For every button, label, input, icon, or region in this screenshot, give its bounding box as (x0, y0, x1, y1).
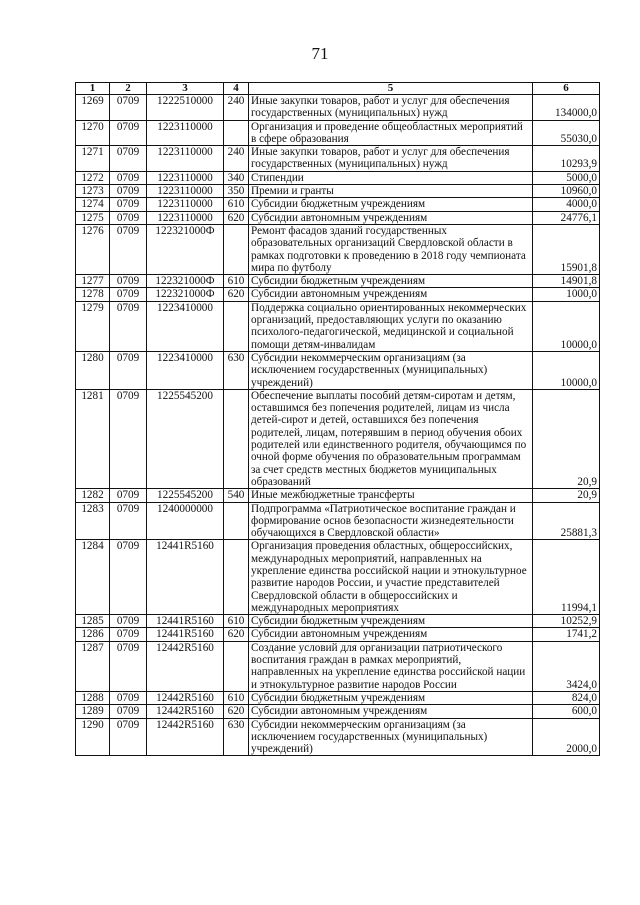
table-row (76, 275, 600, 288)
row-number: 1284 (76, 540, 110, 615)
amount: 10000,0 (533, 301, 600, 351)
expense-type: 350 (224, 185, 249, 198)
item-name: Премии и гранты (249, 185, 533, 198)
target-code: 1225545200 (147, 489, 224, 502)
row-number: 1274 (76, 198, 110, 211)
section-code: 0709 (110, 95, 147, 121)
table-row (76, 615, 600, 628)
expense-type: 540 (224, 489, 249, 502)
expense-type: 630 (224, 718, 249, 756)
table-row (76, 502, 600, 540)
section-code: 0709 (110, 641, 147, 691)
table-row (76, 628, 600, 641)
item-name: Субсидии автономным учреждениям (249, 628, 533, 641)
expense-type: 610 (224, 275, 249, 288)
expense-type: 620 (224, 628, 249, 641)
expense-type: 620 (224, 211, 249, 224)
expense-type: 610 (224, 198, 249, 211)
item-name: Субсидии бюджетным учреждениям (249, 198, 533, 211)
item-name: Субсидии автономным учреждениям (249, 705, 533, 718)
table-row (76, 389, 600, 488)
table-body (76, 95, 600, 756)
section-code: 0709 (110, 691, 147, 704)
target-code: 122321000Ф (147, 288, 224, 301)
section-code: 0709 (110, 389, 147, 488)
table-row (76, 641, 600, 691)
amount: 1741,2 (533, 628, 600, 641)
section-code: 0709 (110, 615, 147, 628)
table-row (76, 288, 600, 301)
table-row (76, 705, 600, 718)
section-code: 0709 (110, 351, 147, 389)
col-header-5: 5 (249, 83, 533, 95)
amount: 25881,3 (533, 502, 600, 540)
col-header-2: 2 (110, 83, 147, 95)
section-code: 0709 (110, 628, 147, 641)
target-code: 12442R5160 (147, 641, 224, 691)
expense-type (224, 301, 249, 351)
section-code: 0709 (110, 502, 147, 540)
item-name: Субсидии бюджетным учреждениям (249, 275, 533, 288)
item-name: Субсидии автономным учреждениям (249, 211, 533, 224)
expense-type: 620 (224, 705, 249, 718)
target-code: 12441R5160 (147, 540, 224, 615)
target-code: 1223410000 (147, 351, 224, 389)
expense-type: 610 (224, 691, 249, 704)
target-code: 1223110000 (147, 146, 224, 172)
target-code: 12442R5160 (147, 691, 224, 704)
item-name: Поддержка социально ориентированных некоммерческих организаций, предоставляющих услуги по оказанию психолого-педагогической, медицинской и социальной помощи детям-инвалидам (249, 301, 533, 351)
amount: 4000,0 (533, 198, 600, 211)
expense-type: 630 (224, 351, 249, 389)
target-code: 122321000Ф (147, 224, 224, 274)
item-name: Иные закупки товаров, работ и услуг для обеспечения государственных (муниципальных) нужд (249, 146, 533, 172)
item-name: Обеспечение выплаты пособий детям-сиротам и детям, оставшимся без попечения родителей, лицам из числа детей-сирот и детей, оставшихся без попечения родителей, лицам, потерявшим в период обучения обоих родителей или единственного родителя, обучающимся по очной форме обучения по образовательным программам за счет средств местных бюджетов муниципальных образований (249, 389, 533, 488)
expense-type: 620 (224, 288, 249, 301)
row-number: 1290 (76, 718, 110, 756)
target-code: 1225545200 (147, 389, 224, 488)
section-code: 0709 (110, 198, 147, 211)
row-number: 1279 (76, 301, 110, 351)
expense-type (224, 540, 249, 615)
target-code: 1223110000 (147, 171, 224, 184)
item-name: Субсидии бюджетным учреждениям (249, 691, 533, 704)
section-code: 0709 (110, 171, 147, 184)
expense-type: 610 (224, 615, 249, 628)
item-name: Субсидии автономным учреждениям (249, 288, 533, 301)
budget-table (75, 82, 600, 756)
expense-type (224, 120, 249, 146)
section-code: 0709 (110, 489, 147, 502)
table-row (76, 224, 600, 274)
row-number: 1278 (76, 288, 110, 301)
expense-type (224, 224, 249, 274)
amount: 10960,0 (533, 185, 600, 198)
item-name: Субсидии бюджетным учреждениям (249, 615, 533, 628)
table-row (76, 691, 600, 704)
section-code: 0709 (110, 224, 147, 274)
section-code: 0709 (110, 146, 147, 172)
amount: 824,0 (533, 691, 600, 704)
table-row (76, 489, 600, 502)
col-header-1: 1 (76, 83, 110, 95)
target-code: 1223410000 (147, 301, 224, 351)
target-code: 1223110000 (147, 198, 224, 211)
col-header-4: 4 (224, 83, 249, 95)
row-number: 1288 (76, 691, 110, 704)
amount: 1000,0 (533, 288, 600, 301)
page-number: 71 (311, 44, 329, 63)
row-number: 1277 (76, 275, 110, 288)
item-name: Создание условий для организации патриотического воспитания граждан в рамках мероприятий, направленных на укрепление единства российской нации и этнокультурное развитие народов России (249, 641, 533, 691)
item-name: Подпрограмма «Патриотическое воспитание граждан и формирование основ безопасности жизнедеятельности обучающихся в Свердловской области» (249, 502, 533, 540)
row-number: 1271 (76, 146, 110, 172)
section-code: 0709 (110, 185, 147, 198)
amount: 11994,1 (533, 540, 600, 615)
amount: 134000,0 (533, 95, 600, 121)
target-code: 12442R5160 (147, 718, 224, 756)
row-number: 1282 (76, 489, 110, 502)
row-number: 1286 (76, 628, 110, 641)
target-code: 12442R5160 (147, 705, 224, 718)
table-row (76, 301, 600, 351)
amount: 24776,1 (533, 211, 600, 224)
amount: 2000,0 (533, 718, 600, 756)
row-number: 1287 (76, 641, 110, 691)
row-number: 1289 (76, 705, 110, 718)
item-name: Организация проведения областных, общероссийских, международных мероприятий, направленных на укрепление единства российской нации и этнокультурное развитие народов России, и участие представителей Свердловской области в общероссийских и международных мероприятиях (249, 540, 533, 615)
section-code: 0709 (110, 211, 147, 224)
row-number: 1272 (76, 171, 110, 184)
target-code: 12441R5160 (147, 615, 224, 628)
section-code: 0709 (110, 120, 147, 146)
expense-type: 340 (224, 171, 249, 184)
item-name: Иные закупки товаров, работ и услуг для обеспечения государственных (муниципальных) нужд (249, 95, 533, 121)
amount: 20,9 (533, 389, 600, 488)
target-code: 1223110000 (147, 120, 224, 146)
item-name: Субсидии некоммерческим организациям (за исключением государственных (муниципальных) учреждений) (249, 351, 533, 389)
expense-type (224, 502, 249, 540)
table-row (76, 351, 600, 389)
target-code: 1223110000 (147, 185, 224, 198)
row-number: 1280 (76, 351, 110, 389)
section-code: 0709 (110, 705, 147, 718)
amount: 10000,0 (533, 351, 600, 389)
table-row (76, 120, 600, 146)
target-code: 122321000Ф (147, 275, 224, 288)
table-row (76, 95, 600, 121)
table-row (76, 198, 600, 211)
row-number: 1269 (76, 95, 110, 121)
row-number: 1281 (76, 389, 110, 488)
amount: 55030,0 (533, 120, 600, 146)
section-code: 0709 (110, 718, 147, 756)
target-code: 12441R5160 (147, 628, 224, 641)
row-number: 1276 (76, 224, 110, 274)
amount: 14901,8 (533, 275, 600, 288)
expense-type (224, 641, 249, 691)
row-number: 1285 (76, 615, 110, 628)
amount: 600,0 (533, 705, 600, 718)
amount: 5000,0 (533, 171, 600, 184)
target-code: 1223110000 (147, 211, 224, 224)
item-name: Организация и проведение общеобластных мероприятий в сфере образования (249, 120, 533, 146)
table-row (76, 718, 600, 756)
col-header-3: 3 (147, 83, 224, 95)
expense-type: 240 (224, 95, 249, 121)
header-row (76, 83, 600, 95)
col-header-6: 6 (533, 83, 600, 95)
row-number: 1275 (76, 211, 110, 224)
amount: 20,9 (533, 489, 600, 502)
item-name: Стипендии (249, 171, 533, 184)
expense-type (224, 389, 249, 488)
section-code: 0709 (110, 288, 147, 301)
section-code: 0709 (110, 540, 147, 615)
target-code: 1240000000 (147, 502, 224, 540)
table-row (76, 171, 600, 184)
amount: 3424,0 (533, 641, 600, 691)
table-row (76, 185, 600, 198)
section-code: 0709 (110, 275, 147, 288)
amount: 10252,9 (533, 615, 600, 628)
amount: 10293,9 (533, 146, 600, 172)
row-number: 1273 (76, 185, 110, 198)
expense-type: 240 (224, 146, 249, 172)
table-row (76, 540, 600, 615)
item-name: Иные межбюджетные трансферты (249, 489, 533, 502)
row-number: 1270 (76, 120, 110, 146)
section-code: 0709 (110, 301, 147, 351)
item-name: Субсидии некоммерческим организациям (за исключением государственных (муниципальных) учреждений) (249, 718, 533, 756)
amount: 15901,8 (533, 224, 600, 274)
table-row (76, 211, 600, 224)
target-code: 1222510000 (147, 95, 224, 121)
row-number: 1283 (76, 502, 110, 540)
table-row (76, 146, 600, 172)
item-name: Ремонт фасадов зданий государственных образовательных организаций Свердловской области в рамках подготовки к проведению в 2018 году чемпионата мира по футболу (249, 224, 533, 274)
